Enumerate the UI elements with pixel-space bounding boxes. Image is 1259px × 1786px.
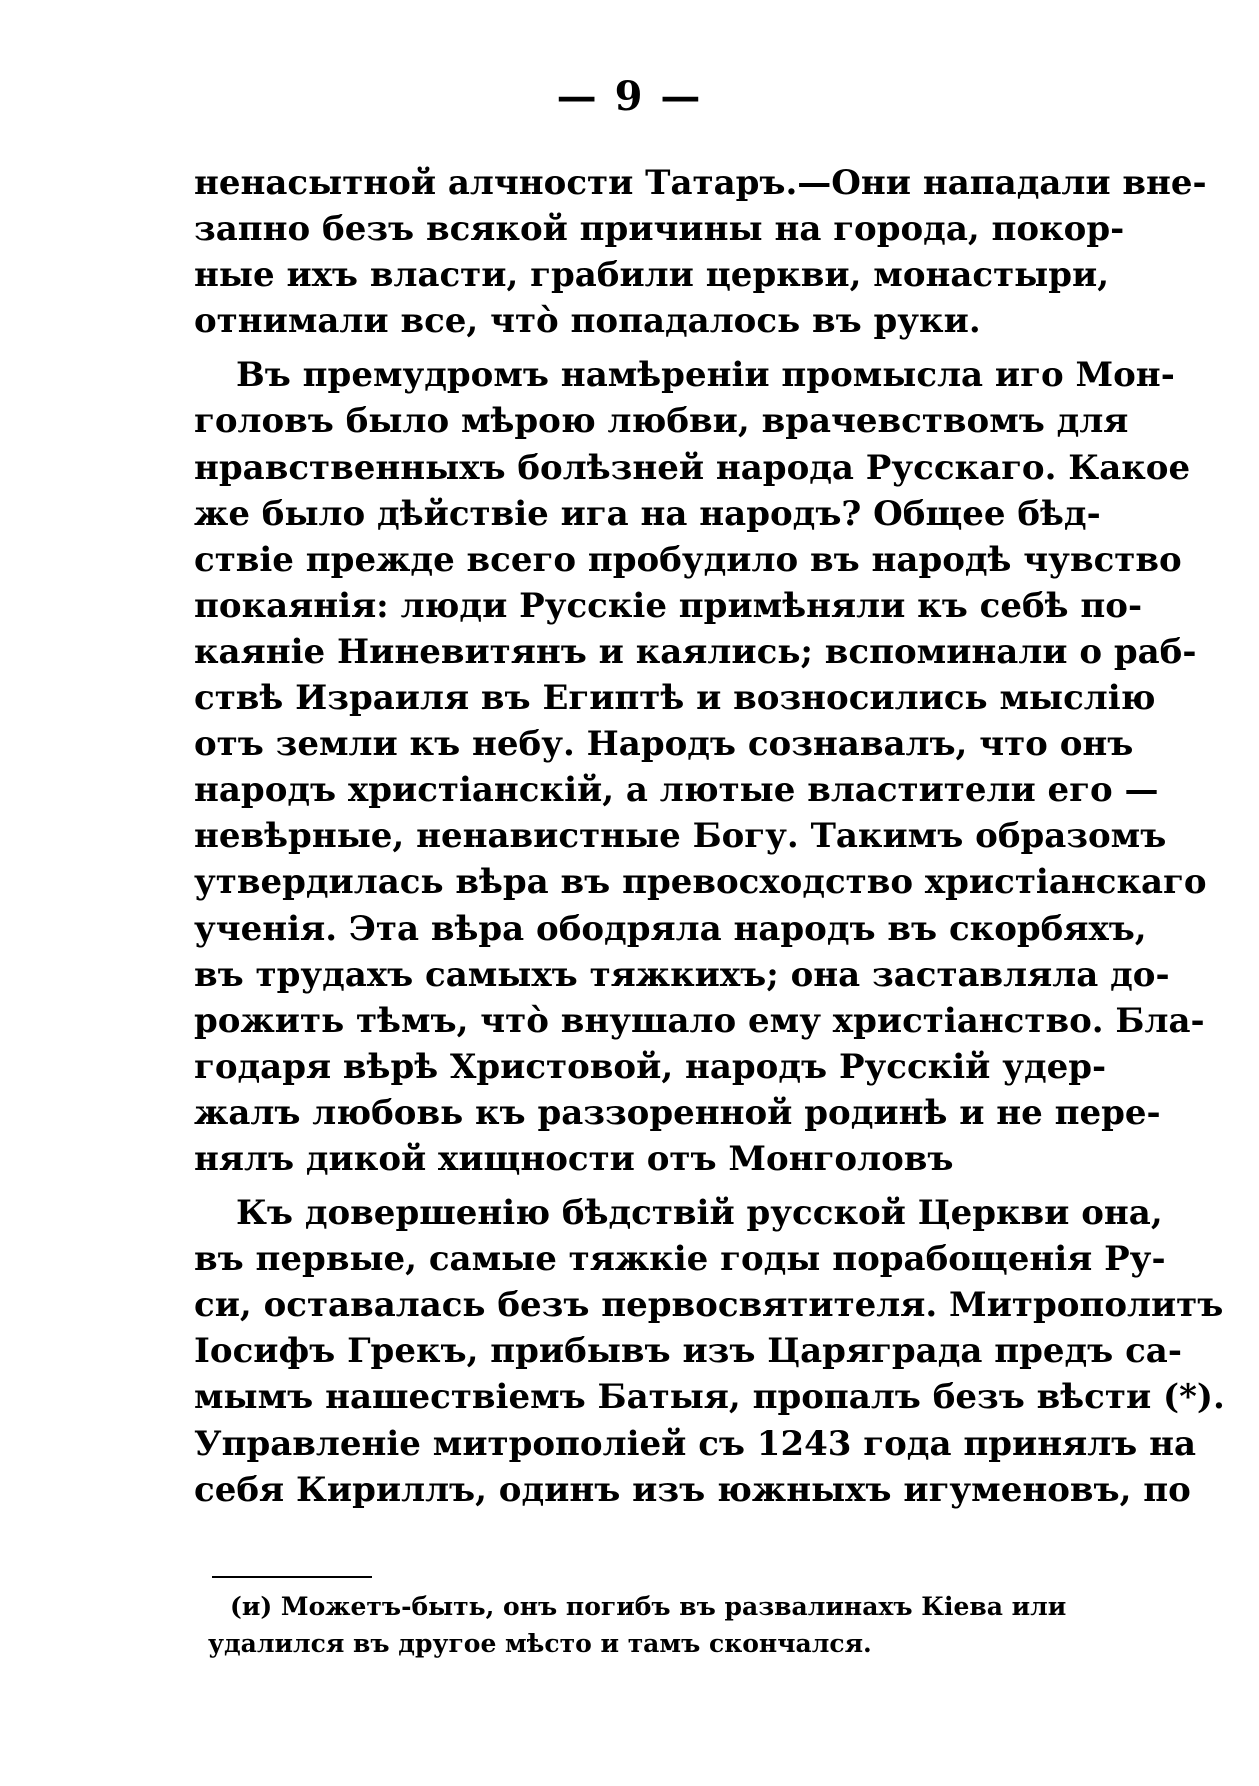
text-line: ствіе прежде всего пробудило въ народѣ чувство	[194, 539, 1182, 580]
text-line: Іосифъ Грекъ, прибывъ изъ Царяграда предъ са-	[194, 1331, 1182, 1372]
text-line: жалъ любовь къ раззоренной родинѣ и не пере-	[194, 1092, 1161, 1133]
text-line: ные ихъ власти, грабили церкви, монастыри,	[194, 255, 1110, 296]
page-number: — 9 —	[556, 73, 703, 120]
text-line: нялъ дикой хищности отъ Монголовъ	[194, 1138, 954, 1179]
main-text	[194, 160, 1225, 1513]
text-line: головъ было мѣрою любви, врачевствомъ для	[194, 401, 1129, 442]
paragraph-gap	[194, 1182, 1058, 1190]
footnote-line: удалился въ другое мѣсто и тамъ скончался.	[208, 1629, 872, 1658]
text-line: ученія. Эта вѣра ободряла народъ въ скорбяхъ,	[194, 908, 1147, 949]
text-line: народъ христіанскій, а лютые властители его —	[194, 770, 1159, 811]
text-line: отъ земли къ небу. Народъ сознавалъ, что онъ	[194, 724, 1134, 765]
text-line: мымъ нашествіемъ Батыя, пропалъ безъ вѣсти (*).	[194, 1377, 1225, 1418]
text-line: Къ довершенію бѣдствій русской Церкви она,	[236, 1193, 1163, 1234]
text-line: каяніе Ниневитянъ и каялись; вспоминали о раб-	[194, 631, 1197, 672]
text-line: Въ премудромъ намѣреніи промысла иго Мон-	[236, 355, 1175, 396]
footnote-divider	[212, 1576, 372, 1578]
text-line: отнимали все, что̀ попадалось въ руки.	[194, 301, 981, 342]
text-line: си, оставалась безъ первосвятителя. Митрополитъ	[194, 1285, 1224, 1326]
footnote	[208, 1588, 1067, 1662]
text-line: ствѣ Израиля въ Египтѣ и возносились мыслію	[194, 678, 1156, 719]
text-line: ненасытной алчности Татаръ.—Они нападали вне-	[194, 163, 1207, 203]
text-line: нравственныхъ болѣзней народа Русскаго. Какое	[194, 447, 1191, 488]
text-line: въ первые, самые тяжкіе годы порабощенія Ру-	[194, 1239, 1166, 1280]
text-line: покаянія: люди Русскіе примѣняли къ себѣ по-	[194, 585, 1143, 626]
text-line: запно безъ всякой причины на города, покор-	[194, 209, 1125, 250]
text-line: годаря вѣрѣ Христовой, народъ Русскій удер-	[194, 1046, 1107, 1087]
text-line: себя Кириллъ, одинъ изъ южныхъ игуменовъ, по	[194, 1469, 1191, 1510]
text-line: же было дѣйствіе ига на народъ? Общее бѣд-	[194, 493, 1101, 534]
footnote-line: (и) Можетъ-быть, онъ погибъ въ развалинахъ Кіева или	[230, 1592, 1067, 1621]
text-line: рожить тѣмъ, что̀ внушало ему христіанство. Бла-	[194, 1000, 1205, 1041]
text-line: Управленіе митрополіей съ 1243 года принялъ на	[194, 1423, 1197, 1464]
text-line: въ трудахъ самыхъ тяжкихъ; она заставляла до-	[194, 954, 1170, 995]
text-line: невѣрные, ненавистные Богу. Такимъ образомъ	[194, 816, 1167, 857]
text-line: утвердилась вѣра въ превосходство христіанскаго	[194, 862, 1207, 903]
paragraph-gap	[194, 344, 1058, 352]
